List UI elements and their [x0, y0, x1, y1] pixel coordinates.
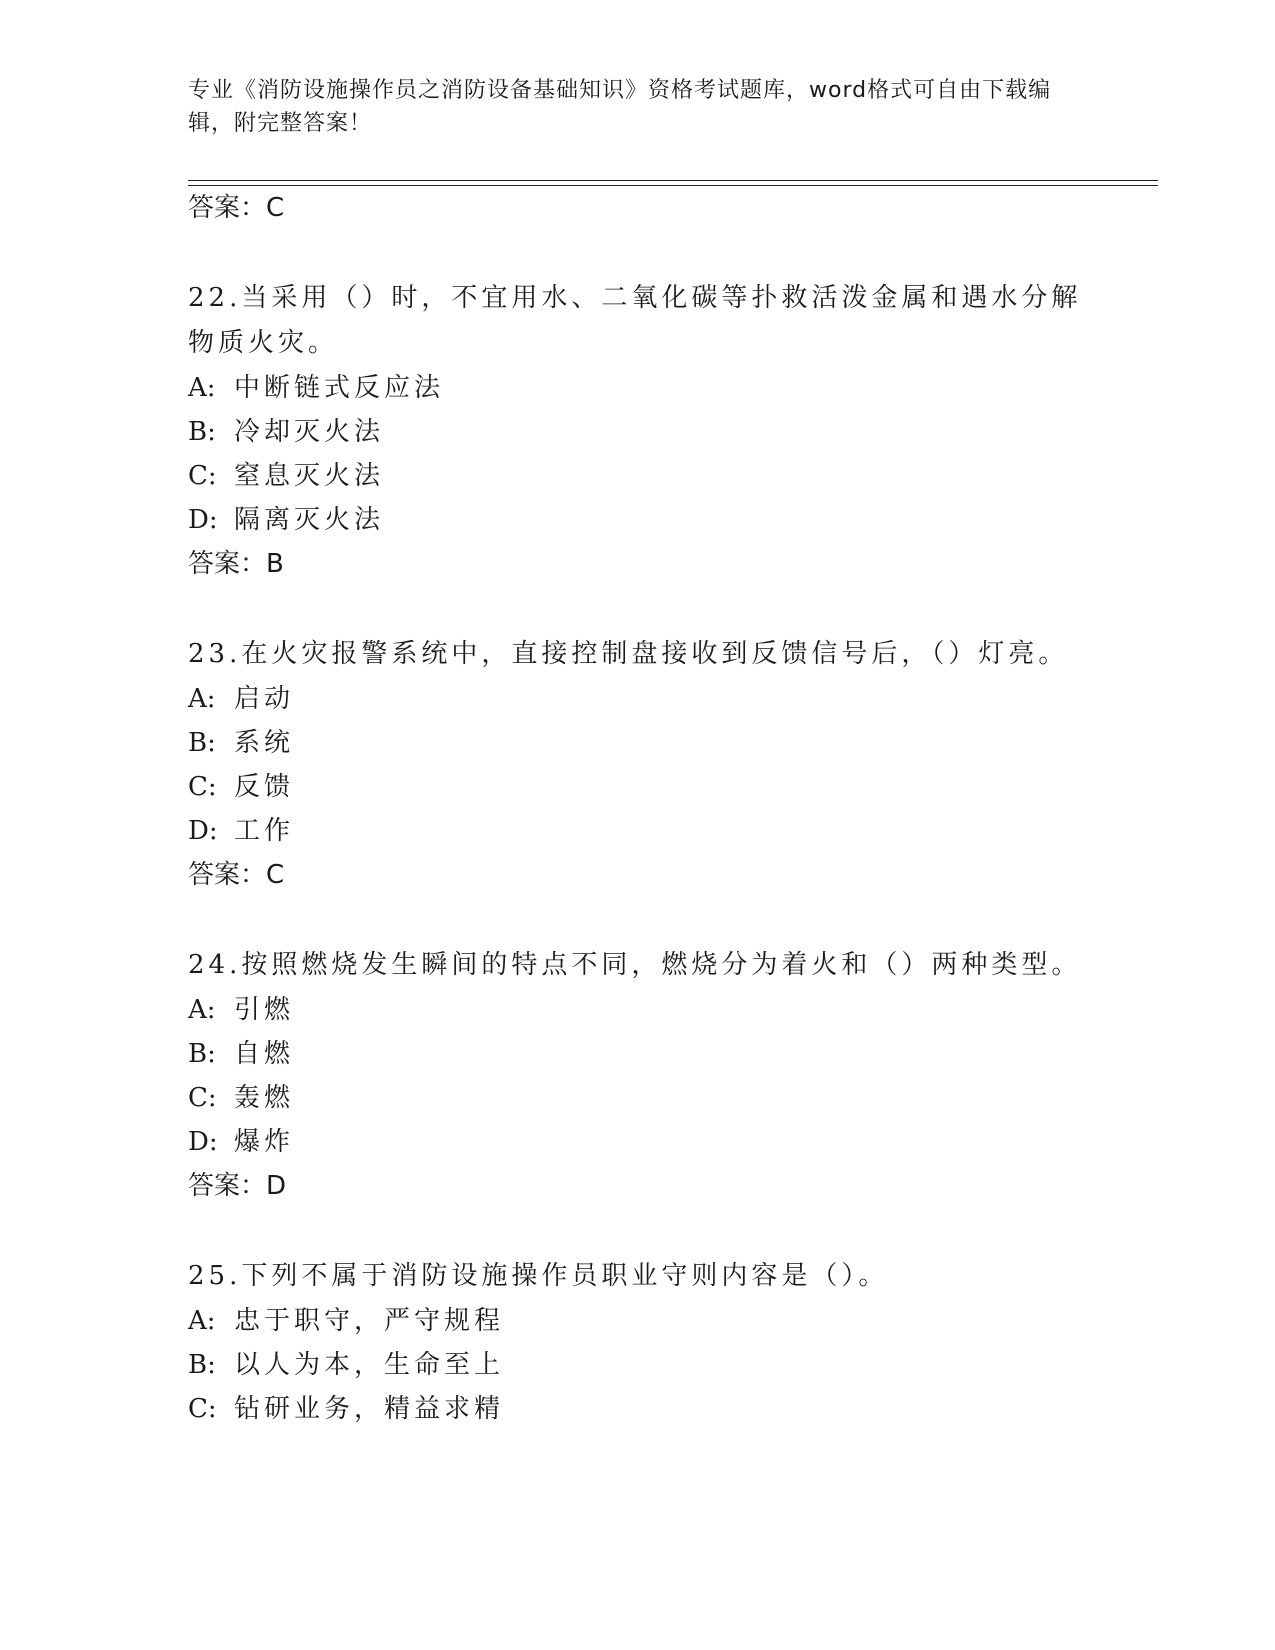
option-a	[188, 1304, 504, 1338]
option-text: 轰燃	[234, 1083, 295, 1113]
header-divider-bottom	[188, 185, 1158, 186]
option-letter: B:	[188, 1350, 216, 1380]
option-letter: C:	[188, 772, 217, 802]
option-text: 隔离灭火法	[234, 505, 385, 535]
document-header: 专业《消防设施操作员之消防设备基础知识》资格考试题库，word格式可自由下载编辑，附完整答案！	[188, 78, 1052, 136]
option-text: 窒息灭火法	[234, 461, 385, 491]
option-letter: C:	[188, 1394, 217, 1424]
option-letter: A:	[188, 1306, 216, 1336]
option-text: 中断链式反应法	[234, 373, 445, 403]
option-letter: A:	[188, 373, 216, 403]
option-c	[188, 459, 384, 493]
option-letter: B:	[188, 417, 216, 447]
option-d	[188, 814, 294, 848]
option-c	[188, 770, 294, 804]
option-d	[188, 503, 384, 537]
option-text: 引燃	[234, 995, 295, 1025]
option-c	[188, 1392, 504, 1426]
option-letter: D:	[188, 1127, 218, 1157]
header-divider-top	[188, 180, 1158, 181]
option-b	[188, 1037, 294, 1071]
option-letter: B:	[188, 1039, 216, 1069]
option-b	[188, 1348, 504, 1382]
option-text: 系统	[234, 728, 295, 758]
option-a	[188, 682, 294, 716]
answer-line: 答案：D	[188, 1171, 287, 1201]
option-b	[188, 726, 294, 760]
option-letter: D:	[188, 816, 218, 846]
option-letter: A:	[188, 684, 216, 714]
option-text: 忠于职守，严守规程	[234, 1306, 505, 1336]
option-text: 反馈	[234, 772, 295, 802]
option-text: 钻研业务，精益求精	[234, 1394, 505, 1424]
option-a	[188, 371, 444, 405]
option-letter: C:	[188, 461, 217, 491]
question-stem: 25.下列不属于消防设施操作员职业守则内容是（）。	[188, 1261, 889, 1291]
question-stem: 24.按照燃烧发生瞬间的特点不同，燃烧分为着火和（）两种类型。	[188, 950, 1082, 980]
option-b	[188, 415, 384, 449]
answer-line: 答案：C	[188, 193, 285, 223]
question-stem: 23.在火灾报警系统中，直接控制盘接收到反馈信号后，（）灯亮。	[188, 639, 1069, 669]
option-letter: C:	[188, 1083, 217, 1113]
answer-line: 答案：B	[188, 549, 284, 579]
option-letter: A:	[188, 995, 216, 1025]
option-a	[188, 993, 294, 1027]
question-stem: 22.当采用（）时，不宜用水、二氧化碳等扑救活泼金属和遇水分解物质火灾。	[188, 283, 1082, 358]
option-d	[188, 1125, 294, 1159]
option-text: 以人为本，生命至上	[234, 1350, 505, 1380]
option-c	[188, 1081, 294, 1115]
option-text: 工作	[234, 816, 295, 846]
answer-line: 答案：C	[188, 860, 285, 890]
option-letter: B:	[188, 728, 216, 758]
option-text: 冷却灭火法	[234, 417, 385, 447]
option-text: 爆炸	[234, 1127, 295, 1157]
option-letter: D:	[188, 505, 218, 535]
option-text: 自燃	[234, 1039, 295, 1069]
option-text: 启动	[234, 684, 295, 714]
